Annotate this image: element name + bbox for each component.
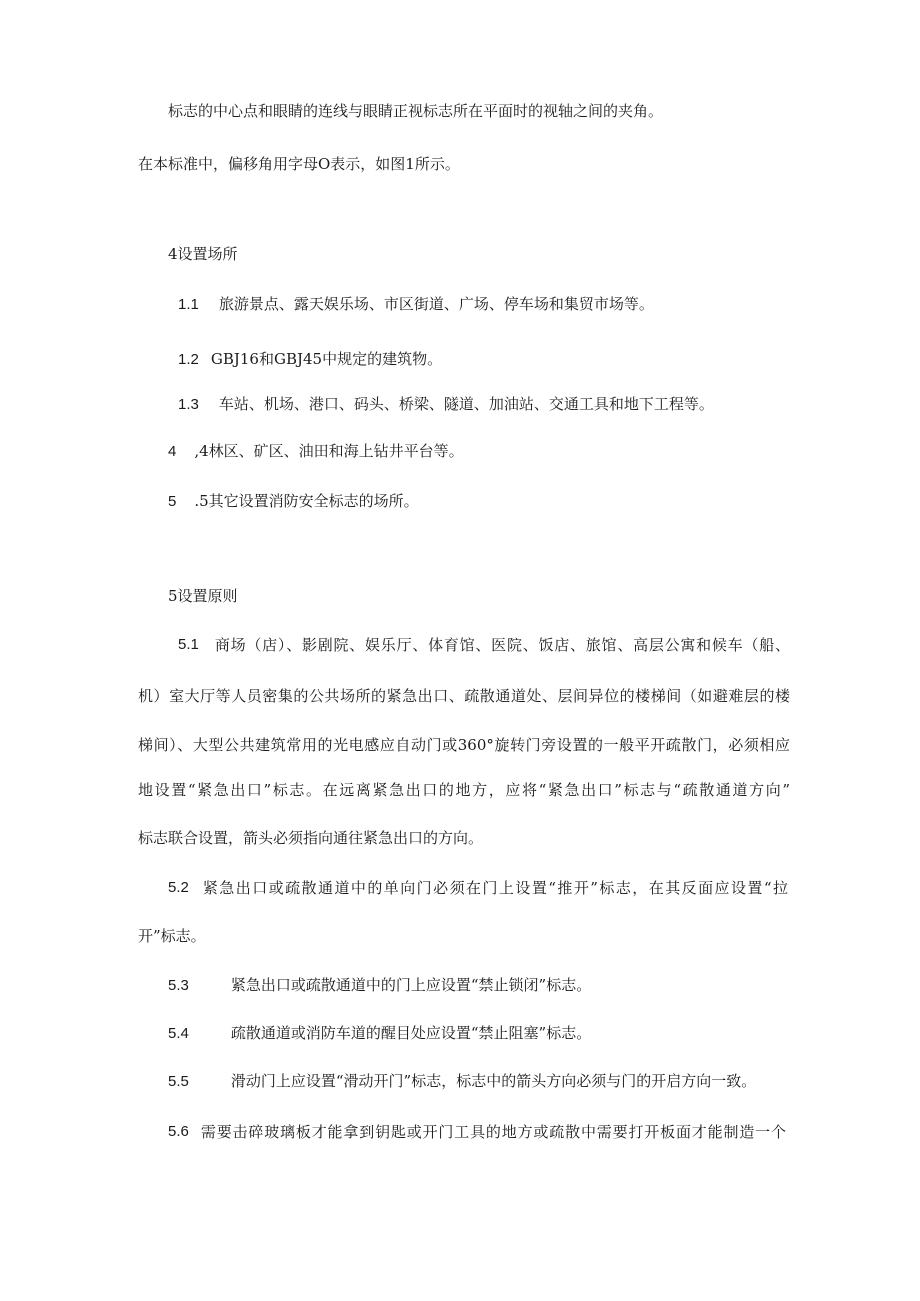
item-number: 1.2 — [178, 351, 199, 368]
item-5-1-text: 商场（店）、影剧院、娱乐厅、体育馆、医院、饭店、旅馆、高层公寓和候车（船、 — [214, 636, 790, 654]
paragraph-offset-angle-definition: 标志的中心点和眼睛的连线与眼睛正视标志所在平面时的视轴之间的夹角。 — [168, 102, 664, 120]
item-number: 5.4 — [168, 1025, 189, 1042]
list-item-5-4 — [168, 1023, 591, 1044]
item-number: 1.1 — [178, 296, 199, 313]
item-5-1-line-1 — [178, 635, 790, 655]
item-number: 5.2 — [168, 879, 189, 896]
item-5-1-line-5: 标志联合设置，箭头必须指向通往紧急出口的方向。 — [138, 829, 484, 847]
list-item-5-5 — [168, 1071, 756, 1092]
item-number: 5.1 — [178, 636, 199, 653]
item-5-2-line-1 — [168, 878, 788, 898]
list-item-5-3 — [168, 975, 591, 996]
list-item-1-3 — [178, 394, 714, 415]
item-text: ,4林区、矿区、油田和海上钻井平台等。 — [194, 442, 464, 460]
item-number: 1.3 — [178, 396, 199, 413]
item-number: 5.6 — [168, 1123, 189, 1140]
item-5-1-line-3: 梯间）、大型公共建筑常用的光电感应自动门或360°旋转门旁设置的一般平开疏散门，必须相应 — [138, 736, 790, 754]
item-5-1-line-2: 机）室大厅等人员密集的公共场所的紧急出口、疏散通道处、层间异位的楼梯间（如避难层的楼 — [138, 687, 790, 705]
item-text: 滑动门上应设置“滑动开门”标志，标志中的箭头方向必须与门的开启方向一致。 — [230, 1072, 757, 1090]
paragraph-offset-angle-symbol: 在本标准中，偏移角用字母O表示，如图1所示。 — [138, 155, 460, 173]
item-5-2-text: 紧急出口或疏散通道中的单向门必须在门上设置“推开”标志，在其反面应设置“拉 — [202, 879, 788, 897]
item-text: 疏散通道或消防车道的醒目处应设置“禁止阻塞”标志。 — [230, 1024, 592, 1042]
list-item-1-1 — [178, 294, 654, 315]
section-5-heading: 5设置原则 — [168, 587, 238, 605]
item-number: 5 — [168, 493, 177, 510]
item-text: 旅游景点、露天娱乐场、市区街道、广场、停车场和集贸市场等。 — [218, 295, 654, 313]
item-number: 5.5 — [168, 1073, 189, 1090]
item-text: 紧急出口或疏散通道中的门上应设置“禁止锁闭”标志。 — [230, 976, 592, 994]
item-number: 5.3 — [168, 977, 189, 994]
item-number: 4 — [168, 443, 177, 460]
item-5-1-line-4: 地设置“紧急出口”标志。在远离紧急出口的地方，应将“紧急出口”标志与“疏散通道方向” — [138, 781, 790, 799]
list-item-4-5 — [168, 491, 419, 512]
item-5-2-line-2: 开”标志。 — [138, 927, 206, 945]
item-5-6-line-1 — [168, 1122, 786, 1142]
list-item-1-2 — [178, 349, 442, 370]
item-text: GBJ16和GBJ45中规定的建筑物。 — [210, 350, 443, 368]
item-text: .5其它设置消防安全标志的场所。 — [194, 492, 419, 510]
section-4-heading: 4设置场所 — [168, 245, 238, 263]
list-item-4-4 — [168, 441, 464, 462]
item-5-6-text: 需要击碎玻璃板才能拿到钥匙或开门工具的地方或疏散中需要打开板面才能制造一个 — [200, 1123, 786, 1141]
item-text: 车站、机场、港口、码头、桥梁、隧道、加油站、交通工具和地下工程等。 — [218, 395, 714, 413]
